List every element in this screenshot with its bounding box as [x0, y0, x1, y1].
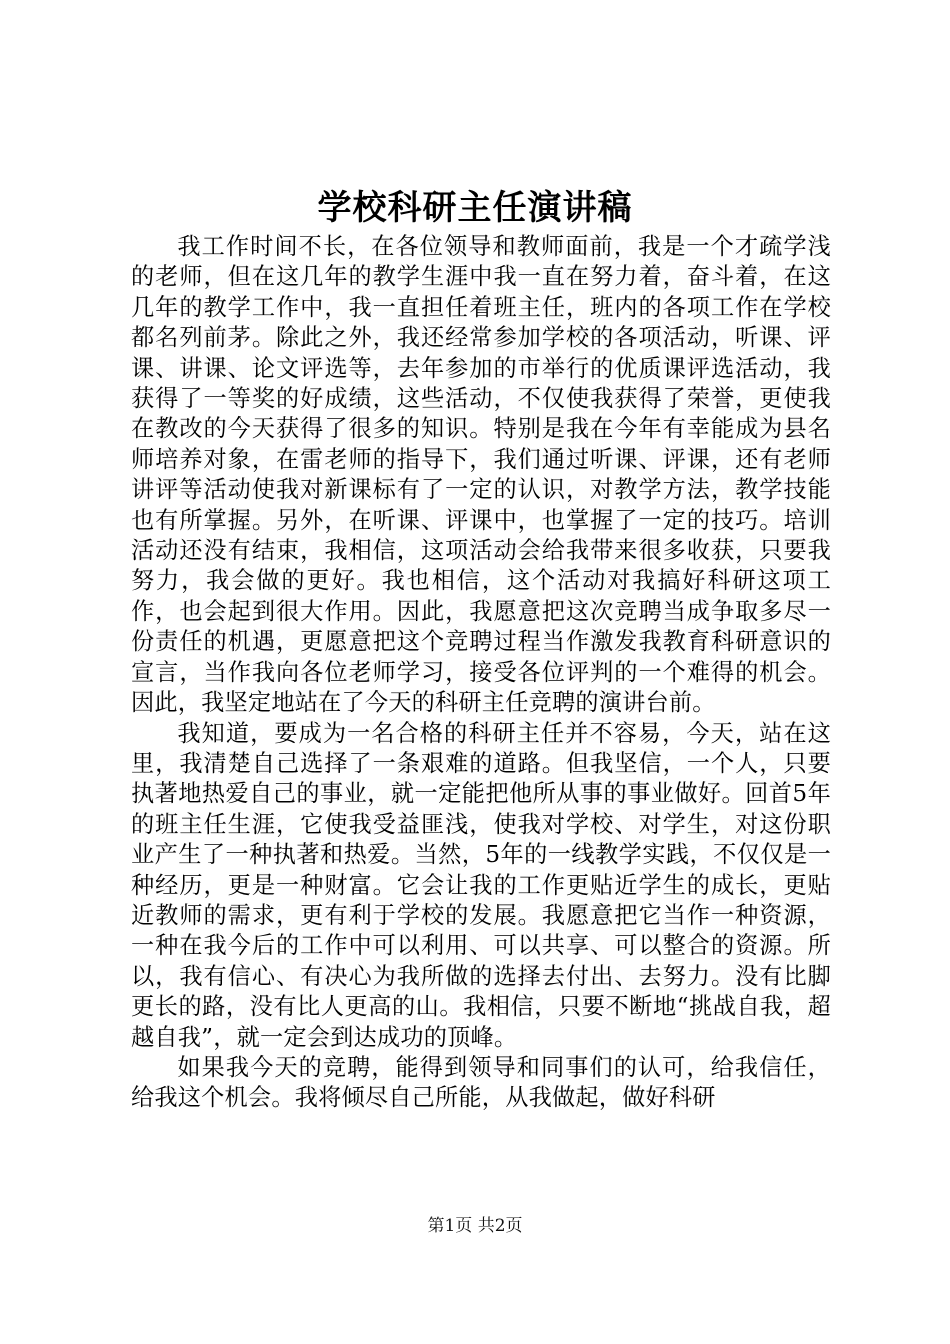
page-footer: 第1页 共2页 — [427, 1216, 523, 1236]
paragraph-2: 我知道，要成为一名合格的科研主任并不容易，今天，站在这里，我清楚自己选择了一条艰难的道路。但我坚信，一个人，只要执著地热爱自己的事业，就一定能把他所从事的事业做好。回首5年的班主任生涯，它使我受益匪浅，使我对学校、对学生，对这份职业产生了一种执著和热爱。当然，5年的一线教学实践，不仅仅是一种经历，更是一种财富。它会让我的工作更贴近学生的成长，更贴近教师的需求，更有利于学校的发展。我愿意把它当作一种资源，一种在我今后的工作中可以利用、可以共享、可以整合的资源。所以，我有信心、有决心为我所做的选择去付出、去努力。没有比脚更长的路，没有比人更高的山。我相信，只要不断地“挑战自我，超越自我”，就一定会到达成功的顶峰。 — [131, 719, 831, 1051]
paragraph-1: 我工作时间不长，在各位领导和教师面前，我是一个才疏学浅的老师，但在这几年的教学生涯中我一直在努力着，奋斗着，在这几年的教学工作中，我一直担任着班主任，班内的各项工作在学校都名列前茅。除此之外，我还经常参加学校的各项活动，听课、评课、讲课、论文评选等，去年参加的市举行的优质课评选活动，我获得了一等奖的好成绩，这些活动，不仅使我获得了荣誉，更使我在教改的今天获得了很多的知识。特别是我在今年有幸能成为县名师培养对象，在雷老师的指导下，我们通过听课、评课，还有老师讲评等活动使我对新课标有了一定的认识，对教学方法，教学技能也有所掌握。另外，在听课、评课中，也掌握了一定的技巧。培训活动还没有结束，我相信，这项活动会给我带来很多收获，只要我努力，我会做的更好。我也相信，这个活动对我搞好科研这项工作，也会起到很大作用。因此，我愿意把这次竞聘当成争取多尽一份责任的机遇，更愿意把这个竞聘过程当作激发我教育科研意识的宣言，当作我向各位老师学习，接受各位评判的一个难得的机会。因此，我坚定地站在了今天的科研主任竞聘的演讲台前。 — [131, 233, 831, 717]
document-title: 学校科研主任演讲稿 — [317, 188, 633, 228]
paragraph-3: 如果我今天的竞聘，能得到领导和同事们的认可，给我信任，给我这个机会。我将倾尽自己所能，从我做起，做好科研 — [131, 1053, 831, 1112]
document-body — [131, 232, 831, 1114]
